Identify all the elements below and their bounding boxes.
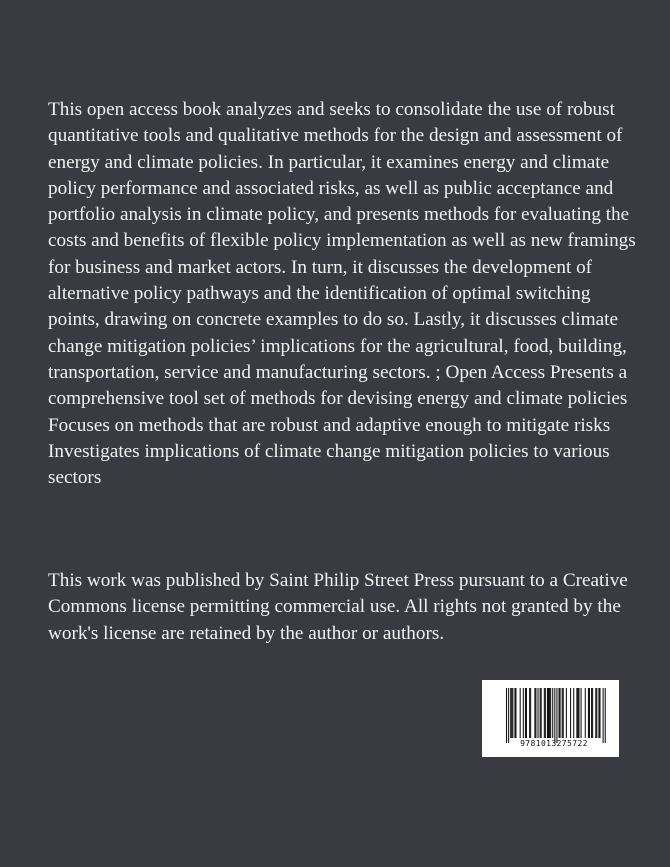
barcode-digits: 9781013275722 bbox=[520, 739, 588, 748]
barcode-bar bbox=[598, 688, 599, 738]
barcode-bar bbox=[589, 688, 590, 738]
barcode-bar bbox=[599, 688, 600, 738]
barcode-bar bbox=[554, 688, 555, 743]
barcode-bar bbox=[540, 688, 541, 738]
barcode-bar bbox=[538, 688, 539, 738]
barcode-bar bbox=[562, 688, 563, 738]
barcode-bar bbox=[510, 688, 511, 738]
barcode-bar bbox=[552, 688, 553, 738]
barcode-bar bbox=[578, 688, 579, 738]
barcode-bar bbox=[514, 688, 515, 738]
barcode-bar bbox=[525, 688, 526, 738]
barcode-bar bbox=[511, 688, 512, 738]
barcode-bar bbox=[550, 688, 551, 738]
barcode-bar bbox=[548, 688, 549, 738]
barcode-bar bbox=[512, 688, 513, 738]
barcode-bar bbox=[560, 688, 561, 738]
barcode-bar bbox=[577, 688, 578, 738]
barcode-bar bbox=[535, 688, 536, 738]
barcode-bar bbox=[529, 688, 530, 738]
barcode-bar bbox=[506, 688, 507, 743]
barcode-bar bbox=[595, 688, 596, 738]
barcode-bar bbox=[530, 688, 531, 738]
barcode-bar bbox=[592, 688, 593, 738]
barcode-bar bbox=[585, 688, 586, 738]
barcode-bar bbox=[566, 688, 567, 738]
barcode-bar bbox=[541, 688, 542, 738]
barcode-bar bbox=[547, 688, 548, 738]
barcode-bar bbox=[603, 688, 604, 743]
barcode-bar bbox=[576, 688, 577, 738]
barcode-bar bbox=[563, 688, 564, 738]
barcode-bar bbox=[570, 688, 571, 738]
barcode-bar bbox=[544, 688, 545, 738]
barcode-bar bbox=[520, 688, 521, 738]
book-description: This open access book analyzes and seeks to consolidate the use of robust quantitative tools and qualitative methods for the design and assessment of energy and climate policies. In particular, it examines energy and climate policy performance and associated risks, as well as public acceptance and portfolio analysis in climate policy, and presents methods for evaluating the costs and benefits of flexible policy implementation as well as new framings for business and market actors. In turn, it discusses the development of alternative policy pathways and the identification of optimal switching points, drawing on concrete examples to do so. Lastly, it discusses climate change mitigation policies’ implications for the agricultural, food, building, transportation, service and manufacturing sectors. ; Open Access Presents a comprehensive tool set of methods for devising energy and climate policies Focuses on methods that are robust and adaptive enough to mitigate risks Investigates implications of climate change mitigation policies to various sectors bbox=[48, 99, 636, 489]
barcode-bar bbox=[556, 688, 557, 743]
barcode-bar bbox=[549, 688, 550, 738]
barcode-bar bbox=[515, 688, 516, 738]
barcode-bar bbox=[559, 688, 560, 738]
license-statement: This work was published by Saint Philip Street Press pursuant to a Creative Commons license permitting commercial use. All rights not granted by the work's license are retained by the author or authors. bbox=[48, 570, 628, 644]
barcode-bar bbox=[534, 688, 535, 738]
barcode-bar bbox=[581, 688, 582, 738]
barcode-bar bbox=[605, 688, 606, 743]
barcode-bar bbox=[508, 688, 509, 743]
barcode-bar bbox=[596, 688, 597, 738]
barcode-bar bbox=[591, 688, 592, 738]
barcode-bar bbox=[545, 688, 546, 738]
barcode-bar bbox=[523, 688, 524, 738]
barcode-bar bbox=[573, 688, 574, 738]
barcode-bar bbox=[526, 688, 527, 738]
barcode-bar bbox=[588, 688, 589, 738]
isbn-barcode bbox=[482, 680, 619, 757]
